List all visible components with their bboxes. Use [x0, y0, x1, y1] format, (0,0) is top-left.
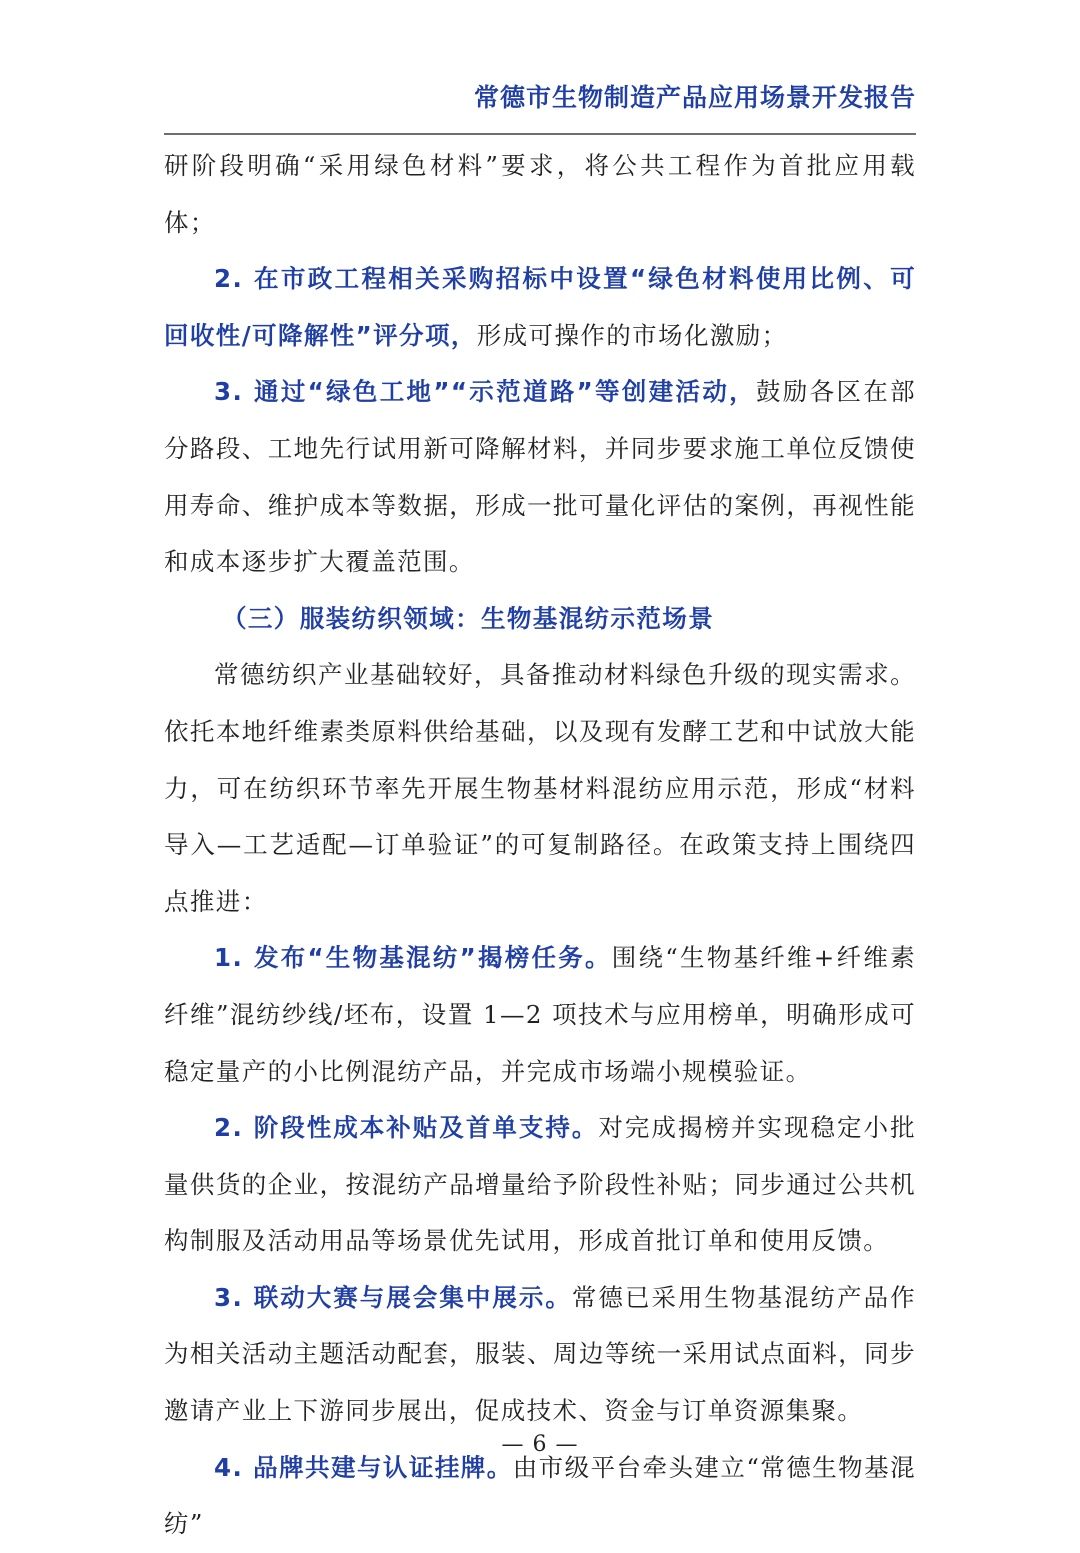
paragraph-text: 鼓励各区在部分路段、工地先行试用新可降解材料，并同步要求施工单位反馈使用寿命、维护成本等数据，形成一批可量化评估的案例，再视性能和成本逐步扩大覆盖范围。	[164, 377, 916, 577]
list-item-green-site	[164, 364, 916, 590]
paragraph-textile-intro	[164, 647, 916, 930]
header-divider	[164, 133, 916, 135]
running-header-title: 常德市生物制造产品应用场景开发报告	[473, 83, 916, 112]
list-item-cost-subsidy	[164, 1100, 916, 1270]
paragraph-text: 由市级平台牵头建立“常德生物基混纺”	[164, 1452, 916, 1539]
list-item-lead: 4. 品牌共建与认证挂牌。	[214, 1452, 513, 1482]
list-item-lead: 1. 发布“生物基混纺”揭榜任务。	[214, 943, 612, 973]
paragraph-text: 围绕“生物基纤维+纤维素纤维”混纺纱线/坯布，设置 1—2 项技术与应用榜单，明确形成可稳定量产的小比例混纺产品，并完成市场端小规模验证。	[164, 943, 917, 1086]
list-item-exhibition	[164, 1270, 916, 1440]
paragraph-text: 常德纺织产业基础较好，具备推动材料绿色升级的现实需求。依托本地纤维素类原料供给基础，以及现有发酵工艺和中试放大能力，可在纺织环节率先开展生物基材料混纺应用示范，形成“材料导入—工艺适配—订单验证”的可复制路径。在政策支持上围绕四点推进：	[164, 660, 916, 916]
list-item-lead: 3. 联动大赛与展会集中展示。	[214, 1282, 572, 1312]
paragraph-text: 对完成揭榜并实现稳定小批量供货的企业，按混纺产品增量给予阶段性补贴；同步通过公共机构制服及活动用品等场景优先试用，形成首批订单和使用反馈。	[164, 1113, 916, 1256]
paragraph-continuation	[164, 138, 916, 251]
section-heading: （三）服装纺织领域：生物基混纺示范场景	[222, 603, 715, 633]
paragraph-text: 常德已采用生物基混纺产品作为相关活动主题活动配套，服装、周边等统一采用试点面料，同步邀请产业上下游同步展出，促成技术、资金与订单资源集聚。	[164, 1282, 916, 1426]
list-item-lead: 2. 在市政工程相关采购招标中设置“绿色材料使用比例、可回收性/可降解性”评分项，	[164, 264, 916, 350]
list-item-procurement-scoring	[164, 251, 916, 364]
paragraph-text: 研阶段明确“采用绿色材料”要求，将公共工程作为首批应用载体；	[164, 151, 916, 237]
paragraph-text: 形成可操作的市场化激励；	[476, 320, 788, 350]
list-item-lead: 3. 通过“绿色工地”“示范道路”等创建活动，	[214, 377, 756, 407]
document-body	[164, 138, 916, 1553]
page-number: — 6 —	[501, 1432, 579, 1457]
list-item-blend-task	[164, 930, 916, 1100]
list-item-lead: 2. 阶段性成本补贴及首单支持。	[214, 1113, 599, 1143]
